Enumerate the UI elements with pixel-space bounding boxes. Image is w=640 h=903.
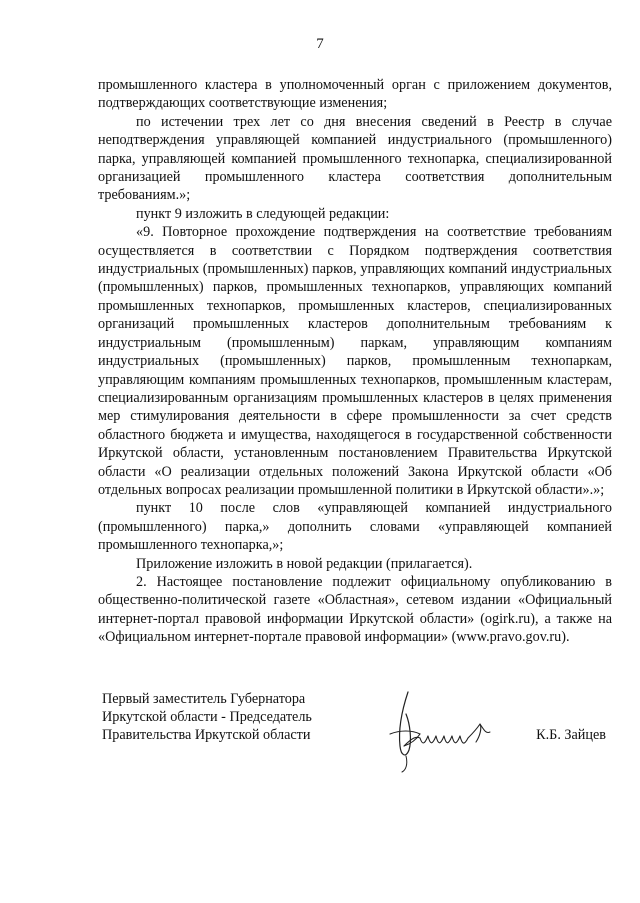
signature-block bbox=[98, 690, 612, 760]
paragraph-publication: 2. Настоящее постановление подлежит официальному опубликованию в общественно-политической газете «Областная», сетевом издании «Официальный интернет-портал правовой информации Иркутской области» (ogirk.ru), а также на «Официальном интернет-портале правовой информации» (www.pravo.gov.ru). bbox=[98, 573, 612, 646]
document-body bbox=[98, 76, 612, 647]
signer-title-line: Иркутской области - Председатель bbox=[102, 709, 312, 725]
paragraph-three-years: по истечении трех лет со дня внесения сведений в Реестр в случае неподтверждения управляющей компанией индустриального (промышленного) парка, управляющей компанией промышленного технопарка, специализированной организацией промышленного кластера соответствия дополнительным требованиям.»; bbox=[98, 113, 612, 204]
paragraph-point-9-text: «9. Повторное прохождение подтверждения на соответствие требованиям осуществляется в соответствии с Порядком подтверждения соответствия индустриальных (промышленных) парков, управляющих компаний индустриальных (промышленных) парков, промышленных технопарков, управляющих компаний промышленных технопарков, промышленных кластеров, специализированных организаций промышленных кластеров дополнительным требованиям к индустриальным (промышленным) паркам, управляющим компаниям индустриальных (промышленных) парков, промышленным технопаркам, управляющим компаниям промышленных технопарков, промышленным кластерам, специализированным организациям промышленных кластеров в целях применения мер стимулирования деятельности в сфере промышленности за счет средств областного бюджета и имущества, находящегося в государственной собственности Иркутской области, установленным постановлением Правительства Иркутской области «О реализации отдельных положений Закона Иркутской области «Об отдельных вопросах реализации промышленной политики в Иркутской области».»; bbox=[98, 224, 612, 498]
signer-title-line: Первый заместитель Губернатора bbox=[102, 691, 306, 707]
paragraph-appendix: Приложение изложить в новой редакции (прилагается). bbox=[136, 555, 473, 572]
page-number: 7 bbox=[316, 36, 324, 52]
handwritten-signature bbox=[376, 684, 506, 774]
signer-name: К.Б. Зайцев bbox=[536, 727, 606, 743]
paragraph-continuation: промышленного кластера в уполномоченный орган с приложением документов, подтверждающих соответствующие изменения; bbox=[98, 77, 612, 112]
paragraph-point-9-intro: пункт 9 изложить в следующей редакции: bbox=[136, 205, 390, 222]
signer-title bbox=[102, 690, 342, 744]
paragraph-point-10: пункт 10 после слов «управляющей компанией индустриального (промышленного) парка,» дополнить словами «управляющей компанией промышленного технопарка,»; bbox=[98, 500, 612, 554]
signer-title-line: Правительства Иркутской области bbox=[102, 727, 311, 743]
